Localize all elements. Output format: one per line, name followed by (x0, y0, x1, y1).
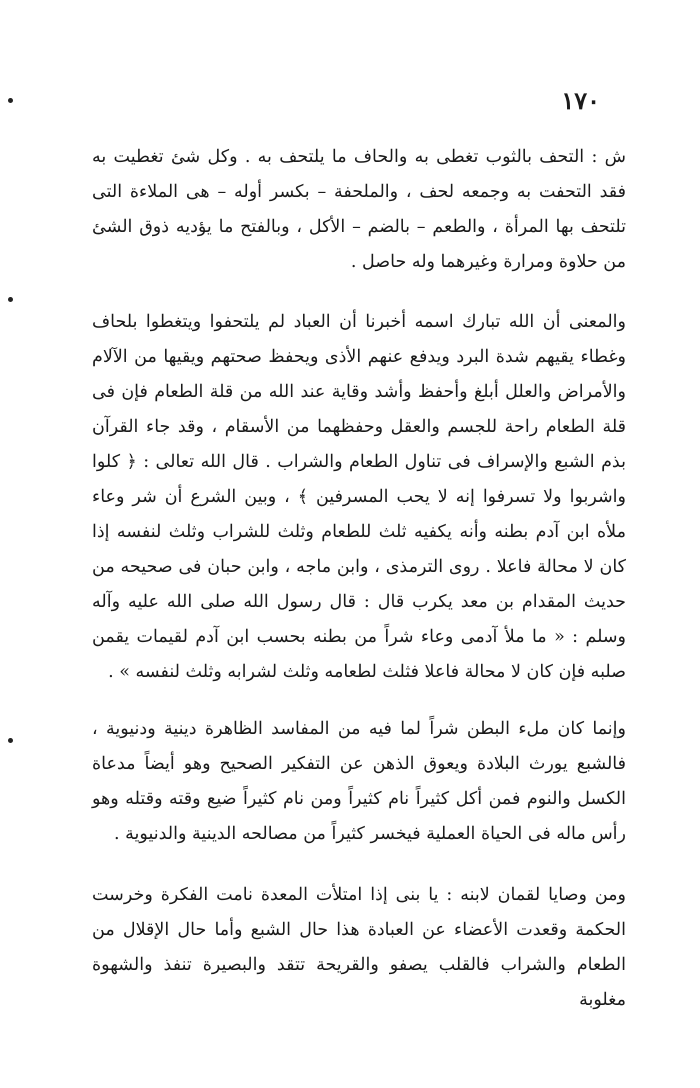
margin-mark (8, 297, 13, 302)
paragraph-meaning: والمعنى أن الله تبارك اسمه أخبرنا أن العباد لم يلتحفوا ويتغطوا بلحاف وغطاء يقيهم شدة البرد ويدفع عنهم الأذى ويحفظ صحتهم ويقيها من الآلام والأمراض والعلل أبلغ وأحفظ وأشد وقاية عند الله من قلة الطعام فإن فى قلة الطعام راحة للجسم والعقل وحفظهما من الأسقام ، وقد جاء القرآن بذم الشبع والإسراف فى تناول الطعام والشراب . قال الله تعالى : ﴿ كلوا واشربوا ولا تسرفوا إنه لا يحب المسرفين ﴾ ، وبين الشرع أن شر وعاء ملأه ابن آدم بطنه وأنه يكفيه ثلث للطعام وثلث للشراب وثلث لنفسه إذا كان لا محالة فاعلا . روى الترمذى ، وابن ماجه ، وابن حبان فى صحيحه من حديث المقدام بن معد يكرب قال : قال رسول الله صلى الله عليه وآله وسلم : « ما ملأ آدمى وعاء شراً من بطنه بحسب ابن آدم لقيمات يقمن صلبه فإن كان لا محالة فاعلا فثلث لطعامه وثلث لشرابه وثلث لنفسه » . (92, 312, 626, 682)
margin-mark (8, 98, 13, 103)
margin-mark (8, 738, 13, 743)
paragraph-explanation: وإنما كان ملء البطن شراً لما فيه من المفاسد الظاهرة دينية ودنيوية ، فالشبع يورث البلادة ويعوق الذهن عن التفكير الصحيح وهو أيضاً مدعاة الكسل والنوم فمن أكل كثيراً نام كثيراً ومن نام كثيراً ضيع وقته وقتله وهو رأس ماله فى الحياة العملية فيخسر كثيراً من مصالحه الدينية والدنيوية . (92, 719, 626, 844)
paragraph-luqman-advice: ومن وصايا لقمان لابنه : يا بنى إذا امتلأت المعدة نامت الفكرة وخرست الحكمة وقعدت الأعضاء عن العبادة هذا حال الشبع وأما حال الإقلال من الطعام والشراب فالقلب يصفو والقريحة تتقد والبصيرة تنفذ والشهوة مغلوبة (92, 885, 626, 1010)
paragraph-commentary: ش : التحف بالثوب تغطى به والحاف ما يلتحف به . وكل شئ تغطيت به فقد التحفت به وجمعه لحف ، والملحفة – بكسر أوله – هى الملاءة التى تلتحف بها المرأة ، والطعم – بالضم – الأكل ، وبالفتح ما يؤديه ذوق الشئ من حلاوة ومرارة وغيرهما وله حاصل . (92, 147, 626, 272)
page-number: ١٧٠ (561, 86, 600, 115)
